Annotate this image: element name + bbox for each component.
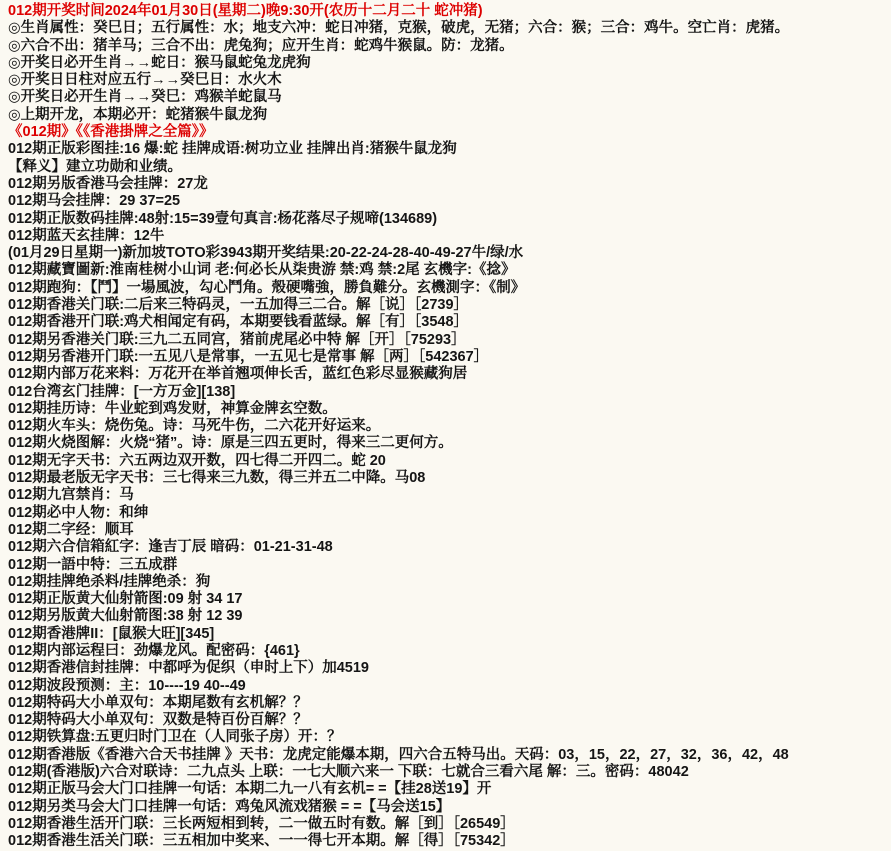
text-line: 012期另类马会大门口挂牌一句话：鸡兔风流戏猪猴 = =【马会送15】 (8, 798, 451, 815)
text-line: 012期九宫禁肖：马 (8, 487, 134, 504)
text-line: 【释义】建立功勋和业绩。 (8, 158, 182, 175)
text-line: 012期蓝天玄挂牌：12牛 (8, 227, 165, 244)
text-line: 012期马会挂牌：29 37=25 (8, 193, 181, 210)
text-line: 012期另版香港马会挂牌：27龙 (8, 175, 208, 192)
text-line: ◎生肖属性：癸巳日；五行属性：水；地支六冲：蛇日冲猪，克猴，破虎，无猪；六合：猴；三合：鸡牛。空亡肖：虎猪。 (8, 20, 790, 37)
lines-container (8, 3, 891, 851)
text-line: 012期藏寶圖新:淮南桂树小山词 老:何必长从柒贵游 禁:鸡 禁:2尾 玄機字:《捻》 (8, 262, 516, 279)
text-line: 012期香港信封挂牌：中都呼为促织（申时上下）加4519 (8, 660, 369, 677)
text-line: 012期必中人物：和绅 (8, 504, 149, 521)
text-line: 012期(香港版)六合对联诗：二九点头 上联：一七大顺六来一 下联：七就合三看六尾 解：三。密码：48042 (8, 764, 689, 781)
text-line: 012期正版彩图挂:16 爆:蛇 挂牌成语:树功立业 挂牌出肖:猪猴牛鼠龙狗 (8, 141, 457, 158)
text-line: 012期另香港开门联:一五见八是常事，一五见七是常事 解［两］［542367］ (8, 348, 489, 365)
text-line: 012期二字经：顺耳 (8, 521, 134, 538)
text-line: (01月29日星期一)新加坡TOTO彩3943期开奖结果:20-22-24-28-40-49-27牛/绿/水 (8, 245, 524, 262)
text-line: 012台湾玄门挂牌：[一方万金][138] (8, 383, 236, 400)
text-line: 012期跑狗：【鬥】一場風波，勾心鬥角。殼硬嘴強，勝負難分。玄機測字：《制》 (8, 279, 526, 296)
text-line: 012期另版黄大仙射箭图:38 射 12 39 (8, 608, 243, 625)
text-line: ◎开奖日日柱对应五行→→癸巳日：水火木 (8, 72, 282, 89)
text-line: 012期铁算盘:五更归时门卫在（人同张子房）开：？ (8, 729, 342, 746)
text-line: ◎开奖日必开生肖→→蛇日：猴马鼠蛇兔龙虎狗 (8, 54, 311, 71)
text-line: 012期香港版《香港六合天书挂牌 》天书：龙虎定能爆本期，四六合五特马出。天码：03，15，22，27，32，36，42，48 (8, 746, 789, 763)
text-line: 012期正版数码挂牌:48射:15=39壹句真言:杨花落尽子规啼(134689) (8, 210, 438, 227)
text-line: ◎上期开龙，本期必开：蛇猪猴牛鼠龙狗 (8, 106, 268, 123)
text-line: 012期正版黄大仙射箭图:09 射 34 17 (8, 591, 243, 608)
text-line: 012期内部运程曰：劲爆龙风。配密码：{461} (8, 642, 300, 659)
text-line: 012期无字天书：六五两边双开数，四七得二开四二。蛇 20 (8, 452, 386, 469)
text-line: 012期开奖时间2024年01月30日(星期二)晚9:30开(农历十二月二十 蛇冲猪) (8, 3, 483, 19)
text-line: 012期特码大小单双句：本期尾数有玄机解？？ (8, 694, 308, 711)
text-line: 012期特码大小单双句：双数是特百份百解？？ (8, 712, 308, 729)
text-line: 012期挂牌绝杀料/挂牌绝杀：狗 (8, 573, 211, 590)
text-line: 《012期》《《香港掛牌之全篇》》 (8, 124, 214, 141)
text-line: 012期火烧图解：火烧“猪”。诗：原是三四五更时，得来三二更何方。 (8, 435, 453, 452)
text-line: 012期火车头：烧伤兔。诗：马死牛伤，二六花开好运来。 (8, 418, 381, 435)
text-line: 012期香港开门联:鸡犬相闻定有码，本期要钱看蓝绿。解［有］［3548］ (8, 314, 469, 331)
text-line: ◎六合不出：猪羊马；三合不出：虎兔狗；应开生肖：蛇鸡牛猴鼠。防：龙猪。 (8, 37, 514, 54)
text-line: 012期波段预测：主：10----19 40--49 (8, 677, 246, 694)
text-line: 012期正版马会大门口挂牌一句话：本期二九一八有玄机= =【挂28送19】开 (8, 781, 492, 798)
text-line: ◎开奖日必开生肖→→癸巳：鸡猴羊蛇鼠马 (8, 89, 282, 106)
text-line: 012期挂历诗：牛业蛇到鸡发财，神算金牌玄空数。 (8, 400, 337, 417)
text-line: 012期香港生活关门联：三五相加中奖来、一一得七开本期。解［得］［75342］ (8, 833, 515, 850)
text-line: 012期一語中特：三五成群 (8, 556, 178, 573)
text-line: 012期香港牌II：[鼠猴大旺][345] (8, 625, 215, 642)
text-line: 012期六合信箱紅字：逢吉丁辰 暗码：01-21-31-48 (8, 539, 333, 556)
text-line: 012期香港关门联:二后来三特码灵，一五加得三二合。解［说］［2739］ (8, 297, 469, 314)
text-line: 012期香港生活开门联：三长两短相到转，二一做五时有数。解［到］［26549］ (8, 815, 515, 832)
text-line: 012期另香港关门联:三九二五同宫，猪前虎尾必中特 解［开］［75293］ (8, 331, 466, 348)
text-line: 012期内部万花来料：万花开在举首翘项伸长舌，蓝红色彩尽显猴藏狗居 (8, 366, 468, 383)
text-line: 012期最老版无字天书：三七得来三九数，得三并五二中降。马08 (8, 470, 426, 487)
